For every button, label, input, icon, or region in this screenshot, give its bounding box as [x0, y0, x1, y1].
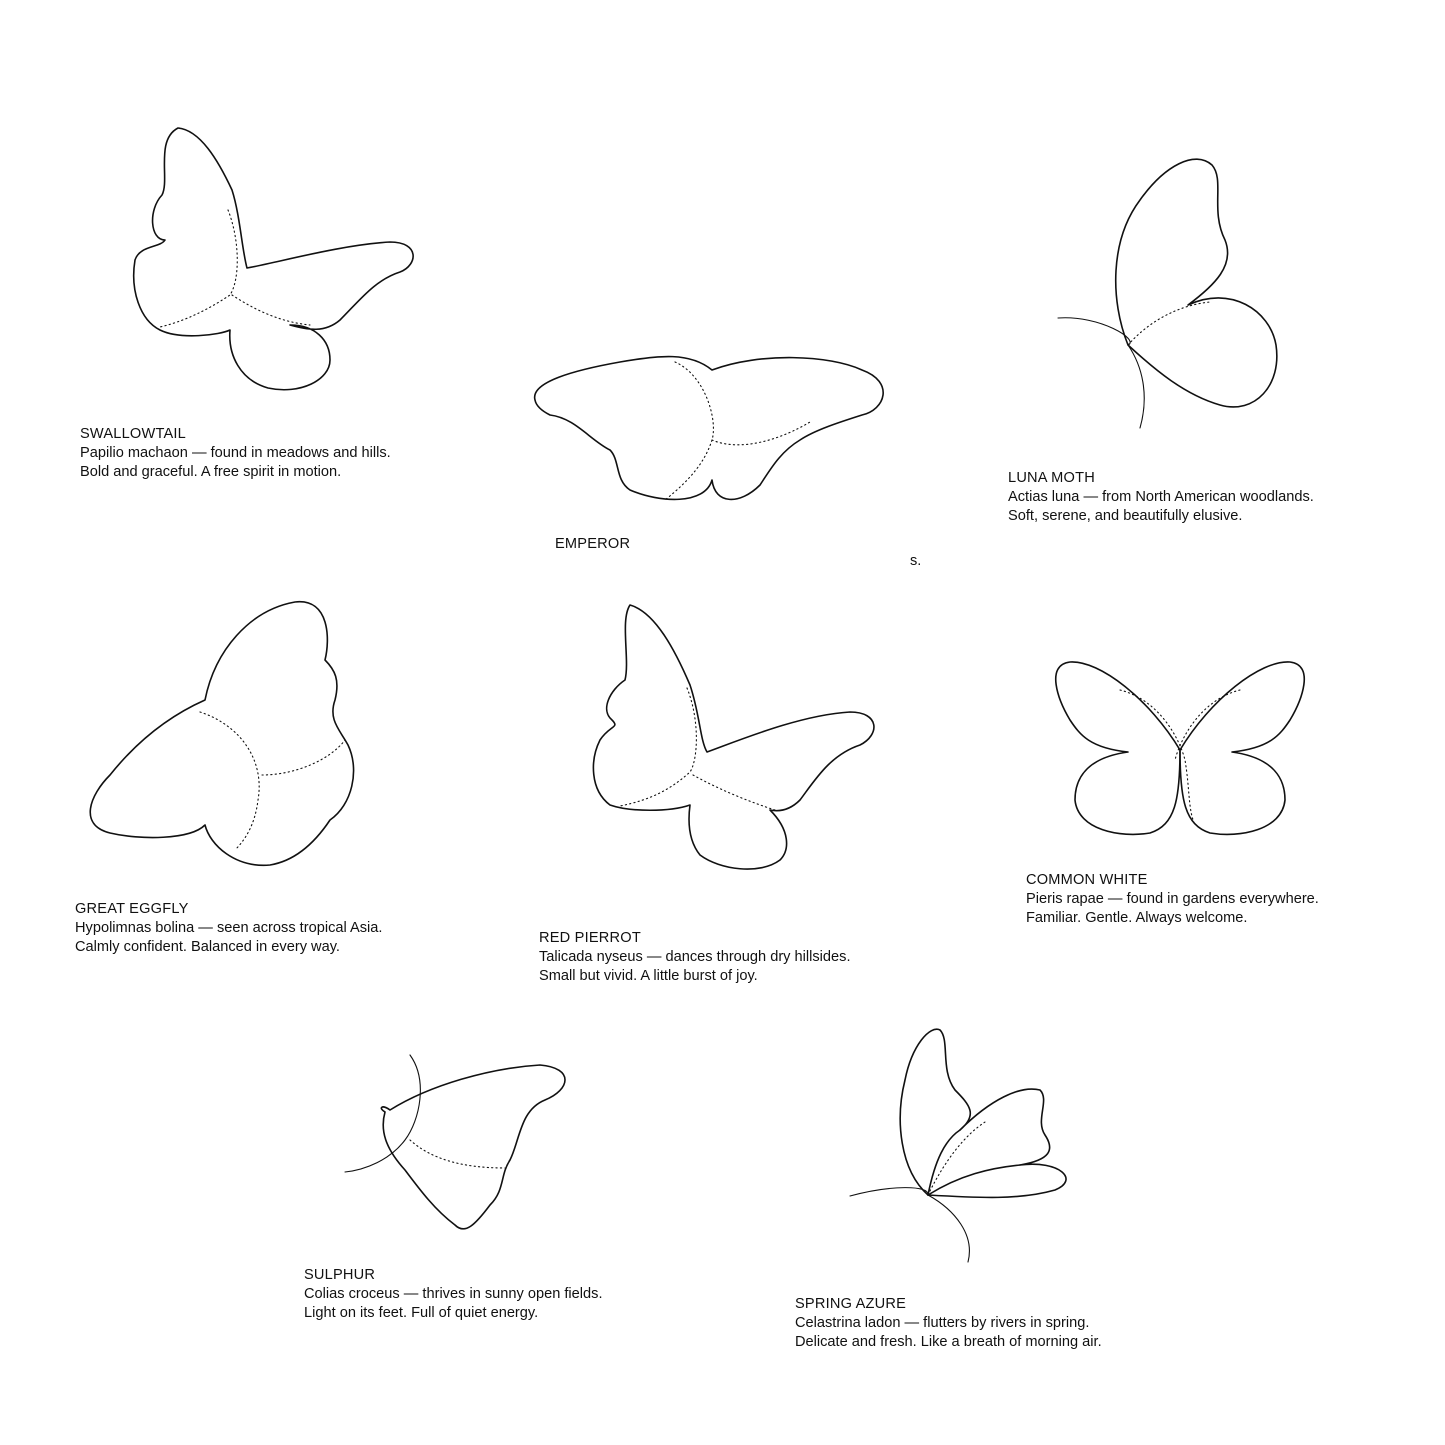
butterfly-tagline: Light on its feet. Full of quiet energy.: [304, 1305, 539, 1321]
butterfly-description: Papilio machaon — found in meadows and hills.: [80, 445, 391, 461]
butterfly-name: SPRING AZURE: [795, 1296, 907, 1312]
butterfly-tagline: Small but vivid. A little burst of joy.: [539, 968, 758, 984]
caption-red-pierrot: [539, 929, 851, 986]
caption-luna-moth: [1008, 469, 1314, 526]
red-pierrot-butterfly-icon: [593, 605, 874, 869]
butterfly-name: SULPHUR: [304, 1267, 376, 1283]
caption-great-eggfly: [75, 900, 382, 957]
caption-swallowtail: [80, 425, 391, 482]
spring-azure-butterfly-icon: [850, 1029, 1066, 1262]
butterfly-name: LUNA MOTH: [1008, 470, 1095, 486]
butterfly-tagline: Calmly confident. Balanced in every way.: [75, 939, 340, 955]
caption-sulphur: [304, 1266, 603, 1323]
stray-text: s.: [910, 553, 922, 569]
butterfly-name: SWALLOWTAIL: [80, 426, 186, 442]
butterfly-name: RED PIERROT: [539, 930, 641, 946]
caption-emperor: [555, 535, 630, 554]
great-eggfly-butterfly-icon: [90, 602, 353, 866]
butterfly-tagline: Familiar. Gentle. Always welcome.: [1026, 910, 1248, 926]
emperor-butterfly-icon: [535, 357, 884, 500]
butterfly-name: EMPEROR: [555, 536, 631, 552]
butterfly-name: COMMON WHITE: [1026, 872, 1148, 888]
butterfly-description: Celastrina ladon — flutters by rivers in spring.: [795, 1315, 1090, 1331]
butterfly-description: Pieris rapae — found in gardens everywhere.: [1026, 891, 1319, 907]
butterfly-description: Hypolimnas bolina — seen across tropical Asia.: [75, 920, 383, 936]
butterfly-description: Colias croceus — thrives in sunny open fields.: [304, 1286, 603, 1302]
sulphur-butterfly-icon: [345, 1055, 565, 1229]
luna-moth-butterfly-icon: [1058, 159, 1277, 428]
swallowtail-butterfly-icon: [134, 128, 413, 390]
butterfly-name: GREAT EGGFLY: [75, 901, 189, 917]
caption-spring-azure: [795, 1295, 1102, 1352]
butterfly-tagline: Soft, serene, and beautifully elusive.: [1008, 508, 1243, 524]
common-white-butterfly-icon: [1056, 662, 1305, 834]
butterfly-description: Talicada nyseus — dances through dry hillsides.: [539, 949, 851, 965]
caption-common-white: [1026, 871, 1319, 928]
butterfly-description: Actias luna — from North American woodlands.: [1008, 489, 1314, 505]
butterfly-tagline: Bold and graceful. A free spirit in motion.: [80, 464, 342, 480]
butterfly-tagline: Delicate and fresh. Like a breath of morning air.: [795, 1334, 1102, 1350]
